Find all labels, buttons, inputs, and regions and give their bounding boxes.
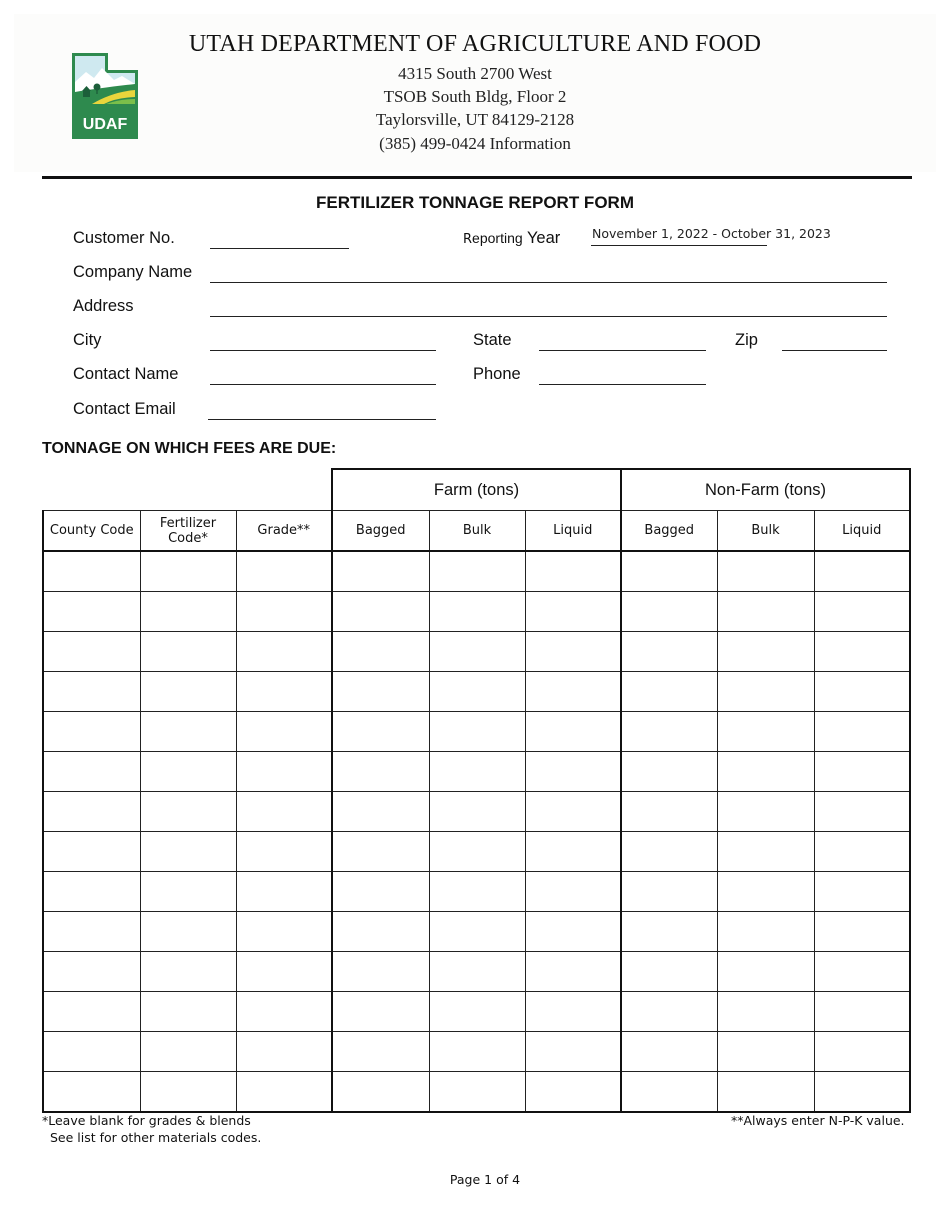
zip-field[interactable] bbox=[782, 350, 887, 351]
cell-farm-bagged[interactable] bbox=[332, 592, 429, 632]
cell-nonfarm-liquid[interactable] bbox=[814, 832, 910, 872]
cell-farm-bulk[interactable] bbox=[429, 912, 525, 952]
cell-farm-bagged[interactable] bbox=[332, 672, 429, 712]
cell-county-code[interactable] bbox=[43, 832, 140, 872]
table-row bbox=[43, 992, 910, 1032]
cell-farm-liquid[interactable] bbox=[525, 551, 621, 592]
table-row bbox=[43, 1072, 910, 1113]
col-farm-liquid: Liquid bbox=[525, 511, 621, 552]
column-header-row bbox=[43, 511, 910, 552]
cell-nonfarm-bagged[interactable] bbox=[621, 1032, 717, 1072]
cell-nonfarm-liquid[interactable] bbox=[814, 912, 910, 952]
company-name-field[interactable] bbox=[210, 282, 887, 283]
cell-grade[interactable] bbox=[236, 592, 332, 632]
cell-grade[interactable] bbox=[236, 1072, 332, 1113]
table-row bbox=[43, 632, 910, 672]
cell-fertilizer-code[interactable] bbox=[140, 912, 236, 952]
footnote-grades: *Leave blank for grades & blends bbox=[42, 1113, 251, 1128]
cell-farm-bulk[interactable] bbox=[429, 712, 525, 752]
state-label: State bbox=[473, 331, 512, 349]
address-label: Address bbox=[73, 297, 134, 315]
cell-nonfarm-bagged[interactable] bbox=[621, 632, 717, 672]
cell-grade[interactable] bbox=[236, 952, 332, 992]
cell-county-code[interactable] bbox=[43, 632, 140, 672]
cell-farm-bagged[interactable] bbox=[332, 952, 429, 992]
cell-nonfarm-bulk[interactable] bbox=[717, 1072, 814, 1113]
cell-farm-liquid[interactable] bbox=[525, 1032, 621, 1072]
cell-nonfarm-liquid[interactable] bbox=[814, 952, 910, 992]
cell-grade[interactable] bbox=[236, 912, 332, 952]
cell-farm-liquid[interactable] bbox=[525, 712, 621, 752]
cell-fertilizer-code[interactable] bbox=[140, 1032, 236, 1072]
cell-fertilizer-code[interactable] bbox=[140, 551, 236, 592]
col-nonfarm-bagged: Bagged bbox=[621, 511, 717, 552]
cell-county-code[interactable] bbox=[43, 952, 140, 992]
col-grade: Grade** bbox=[236, 511, 332, 552]
cell-grade[interactable] bbox=[236, 752, 332, 792]
cell-nonfarm-liquid[interactable] bbox=[814, 672, 910, 712]
form-title: FERTILIZER TONNAGE REPORT FORM bbox=[316, 193, 634, 212]
table-row bbox=[43, 912, 910, 952]
cell-nonfarm-bagged[interactable] bbox=[621, 832, 717, 872]
col-nonfarm-bulk: Bulk bbox=[717, 511, 814, 552]
cell-farm-bagged[interactable] bbox=[332, 752, 429, 792]
cell-nonfarm-bagged[interactable] bbox=[621, 992, 717, 1032]
cell-county-code[interactable] bbox=[43, 992, 140, 1032]
table-row bbox=[43, 872, 910, 912]
cell-nonfarm-bagged[interactable] bbox=[621, 952, 717, 992]
cell-farm-liquid[interactable] bbox=[525, 832, 621, 872]
col-farm-bagged: Bagged bbox=[332, 511, 429, 552]
customer-no-field[interactable] bbox=[210, 248, 349, 249]
cell-fertilizer-code[interactable] bbox=[140, 712, 236, 752]
cell-farm-bulk[interactable] bbox=[429, 551, 525, 592]
col-nonfarm-liquid: Liquid bbox=[814, 511, 910, 552]
cell-farm-bulk[interactable] bbox=[429, 832, 525, 872]
cell-nonfarm-liquid[interactable] bbox=[814, 632, 910, 672]
cell-nonfarm-bulk[interactable] bbox=[717, 551, 814, 592]
cell-farm-bagged[interactable] bbox=[332, 992, 429, 1032]
cell-county-code[interactable] bbox=[43, 792, 140, 832]
cell-farm-bagged[interactable] bbox=[332, 712, 429, 752]
cell-farm-bulk[interactable] bbox=[429, 792, 525, 832]
cell-farm-bulk[interactable] bbox=[429, 592, 525, 632]
cell-farm-bulk[interactable] bbox=[429, 872, 525, 912]
cell-nonfarm-bulk[interactable] bbox=[717, 632, 814, 672]
cell-fertilizer-code[interactable] bbox=[140, 832, 236, 872]
reporting-year-field bbox=[591, 245, 767, 246]
cell-nonfarm-liquid[interactable] bbox=[814, 752, 910, 792]
table-row bbox=[43, 712, 910, 752]
cell-farm-bagged[interactable] bbox=[332, 632, 429, 672]
company-name-label: Company Name bbox=[73, 263, 193, 281]
cell-farm-bagged[interactable] bbox=[332, 1072, 429, 1113]
cell-nonfarm-bulk[interactable] bbox=[717, 992, 814, 1032]
cell-fertilizer-code[interactable] bbox=[140, 992, 236, 1032]
table-row bbox=[43, 592, 910, 632]
table-row bbox=[43, 1032, 910, 1072]
table-body bbox=[43, 551, 910, 1112]
zip-label: Zip bbox=[735, 331, 758, 349]
cell-nonfarm-bagged[interactable] bbox=[621, 551, 717, 592]
cell-fertilizer-code[interactable] bbox=[140, 672, 236, 712]
city-field[interactable] bbox=[210, 350, 436, 351]
cell-farm-bagged[interactable] bbox=[332, 1032, 429, 1072]
contact-email-field[interactable] bbox=[208, 419, 436, 420]
cell-nonfarm-bagged[interactable] bbox=[621, 752, 717, 792]
cell-farm-liquid[interactable] bbox=[525, 952, 621, 992]
cell-farm-bagged[interactable] bbox=[332, 872, 429, 912]
cell-farm-liquid[interactable] bbox=[525, 992, 621, 1032]
cell-county-code[interactable] bbox=[43, 592, 140, 632]
table-row bbox=[43, 551, 910, 592]
col-fertilizer-code: Fertilizer Code* bbox=[140, 511, 236, 552]
cell-nonfarm-liquid[interactable] bbox=[814, 712, 910, 752]
cell-grade[interactable] bbox=[236, 992, 332, 1032]
cell-grade[interactable] bbox=[236, 672, 332, 712]
col-county-code: County Code bbox=[43, 511, 140, 552]
cell-farm-liquid[interactable] bbox=[525, 672, 621, 712]
cell-nonfarm-bagged[interactable] bbox=[621, 672, 717, 712]
city-label: City bbox=[73, 331, 102, 349]
cell-nonfarm-bulk[interactable] bbox=[717, 672, 814, 712]
cell-farm-bulk[interactable] bbox=[429, 952, 525, 992]
cell-nonfarm-bagged[interactable] bbox=[621, 912, 717, 952]
cell-farm-liquid[interactable] bbox=[525, 1072, 621, 1113]
cell-farm-liquid[interactable] bbox=[525, 792, 621, 832]
page-number: Page 1 of 4 bbox=[449, 1172, 521, 1187]
address-field[interactable] bbox=[210, 316, 887, 317]
cell-fertilizer-code[interactable] bbox=[140, 872, 236, 912]
cell-fertilizer-code[interactable] bbox=[140, 1072, 236, 1113]
cell-nonfarm-bulk[interactable] bbox=[717, 752, 814, 792]
address-line-1: 4315 South 2700 West bbox=[398, 64, 552, 83]
cell-county-code[interactable] bbox=[43, 672, 140, 712]
cell-county-code[interactable] bbox=[43, 1032, 140, 1072]
cell-nonfarm-bulk[interactable] bbox=[717, 872, 814, 912]
cell-farm-bagged[interactable] bbox=[332, 551, 429, 592]
phone-line: (385) 499-0424 Information bbox=[379, 134, 571, 153]
cell-fertilizer-code[interactable] bbox=[140, 792, 236, 832]
cell-farm-bulk[interactable] bbox=[429, 672, 525, 712]
cell-farm-bulk[interactable] bbox=[429, 992, 525, 1032]
group-header-row bbox=[43, 469, 910, 511]
cell-farm-liquid[interactable] bbox=[525, 912, 621, 952]
cell-grade[interactable] bbox=[236, 1032, 332, 1072]
contact-name-field[interactable] bbox=[210, 384, 436, 385]
cell-farm-liquid[interactable] bbox=[525, 872, 621, 912]
contact-name-label: Contact Name bbox=[73, 365, 179, 383]
phone-field[interactable] bbox=[539, 384, 706, 385]
cell-farm-bulk[interactable] bbox=[429, 632, 525, 672]
cell-county-code[interactable] bbox=[43, 1072, 140, 1113]
table-row bbox=[43, 832, 910, 872]
cell-grade[interactable] bbox=[236, 712, 332, 752]
cell-nonfarm-liquid[interactable] bbox=[814, 1032, 910, 1072]
cell-county-code[interactable] bbox=[43, 712, 140, 752]
nonfarm-group-header: Non-Farm (tons) bbox=[621, 469, 910, 511]
cell-nonfarm-bagged[interactable] bbox=[621, 592, 717, 632]
footnote-materials: See list for other materials codes. bbox=[50, 1130, 262, 1145]
cell-nonfarm-bulk[interactable] bbox=[717, 1032, 814, 1072]
cell-county-code[interactable] bbox=[43, 752, 140, 792]
cell-county-code[interactable] bbox=[43, 912, 140, 952]
customer-no-label: Customer No. bbox=[73, 229, 175, 247]
cell-nonfarm-liquid[interactable] bbox=[814, 872, 910, 912]
cell-farm-bagged[interactable] bbox=[332, 912, 429, 952]
cell-nonfarm-liquid[interactable] bbox=[814, 592, 910, 632]
cell-county-code[interactable] bbox=[43, 872, 140, 912]
cell-nonfarm-bagged[interactable] bbox=[621, 872, 717, 912]
reporting-year-value[interactable]: November 1, 2022 - October 31, 2023 bbox=[592, 226, 831, 241]
table-row bbox=[43, 752, 910, 792]
cell-fertilizer-code[interactable] bbox=[140, 752, 236, 792]
cell-grade[interactable] bbox=[236, 632, 332, 672]
address-line-3: Taylorsville, UT 84129-2128 bbox=[375, 110, 575, 129]
cell-nonfarm-liquid[interactable] bbox=[814, 1072, 910, 1113]
cell-farm-bulk[interactable] bbox=[429, 1072, 525, 1113]
header-divider bbox=[42, 176, 912, 179]
cell-nonfarm-bulk[interactable] bbox=[717, 592, 814, 632]
cell-nonfarm-bulk[interactable] bbox=[717, 952, 814, 992]
cell-nonfarm-liquid[interactable] bbox=[814, 792, 910, 832]
contact-email-label: Contact Email bbox=[73, 400, 176, 418]
logo-text: UDAF bbox=[82, 116, 128, 133]
cell-farm-liquid[interactable] bbox=[525, 632, 621, 672]
reporting-year-label: Reporting Year bbox=[463, 229, 561, 247]
cell-grade[interactable] bbox=[236, 832, 332, 872]
cell-grade[interactable] bbox=[236, 872, 332, 912]
cell-nonfarm-liquid[interactable] bbox=[814, 551, 910, 592]
cell-farm-bagged[interactable] bbox=[332, 832, 429, 872]
phone-label: Phone bbox=[473, 365, 521, 383]
farm-group-header: Farm (tons) bbox=[332, 469, 621, 511]
table-row bbox=[43, 952, 910, 992]
cell-nonfarm-bulk[interactable] bbox=[717, 912, 814, 952]
table-row bbox=[43, 792, 910, 832]
cell-farm-liquid[interactable] bbox=[525, 752, 621, 792]
cell-nonfarm-bulk[interactable] bbox=[717, 792, 814, 832]
cell-county-code[interactable] bbox=[43, 551, 140, 592]
cell-nonfarm-bagged[interactable] bbox=[621, 1072, 717, 1113]
cell-nonfarm-bulk[interactable] bbox=[717, 712, 814, 752]
org-name: UTAH DEPARTMENT OF AGRICULTURE AND FOOD bbox=[188, 31, 762, 57]
cell-farm-bulk[interactable] bbox=[429, 752, 525, 792]
footnote-npk: **Always enter N-P-K value. bbox=[731, 1113, 905, 1128]
cell-nonfarm-liquid[interactable] bbox=[814, 992, 910, 1032]
cell-farm-bagged[interactable] bbox=[332, 792, 429, 832]
cell-nonfarm-bagged[interactable] bbox=[621, 792, 717, 832]
cell-fertilizer-code[interactable] bbox=[140, 952, 236, 992]
tonnage-table bbox=[42, 468, 911, 1113]
cell-farm-liquid[interactable] bbox=[525, 592, 621, 632]
cell-nonfarm-bagged[interactable] bbox=[621, 712, 717, 752]
cell-fertilizer-code[interactable] bbox=[140, 592, 236, 632]
cell-nonfarm-bulk[interactable] bbox=[717, 832, 814, 872]
cell-fertilizer-code[interactable] bbox=[140, 632, 236, 672]
cell-grade[interactable] bbox=[236, 792, 332, 832]
cell-grade[interactable] bbox=[236, 551, 332, 592]
tonnage-section-title: TONNAGE ON WHICH FEES ARE DUE: bbox=[42, 440, 337, 457]
state-field[interactable] bbox=[539, 350, 706, 351]
cell-farm-bulk[interactable] bbox=[429, 1032, 525, 1072]
address-line-2: TSOB South Bldg, Floor 2 bbox=[383, 87, 567, 106]
col-farm-bulk: Bulk bbox=[429, 511, 525, 552]
table-row bbox=[43, 672, 910, 712]
